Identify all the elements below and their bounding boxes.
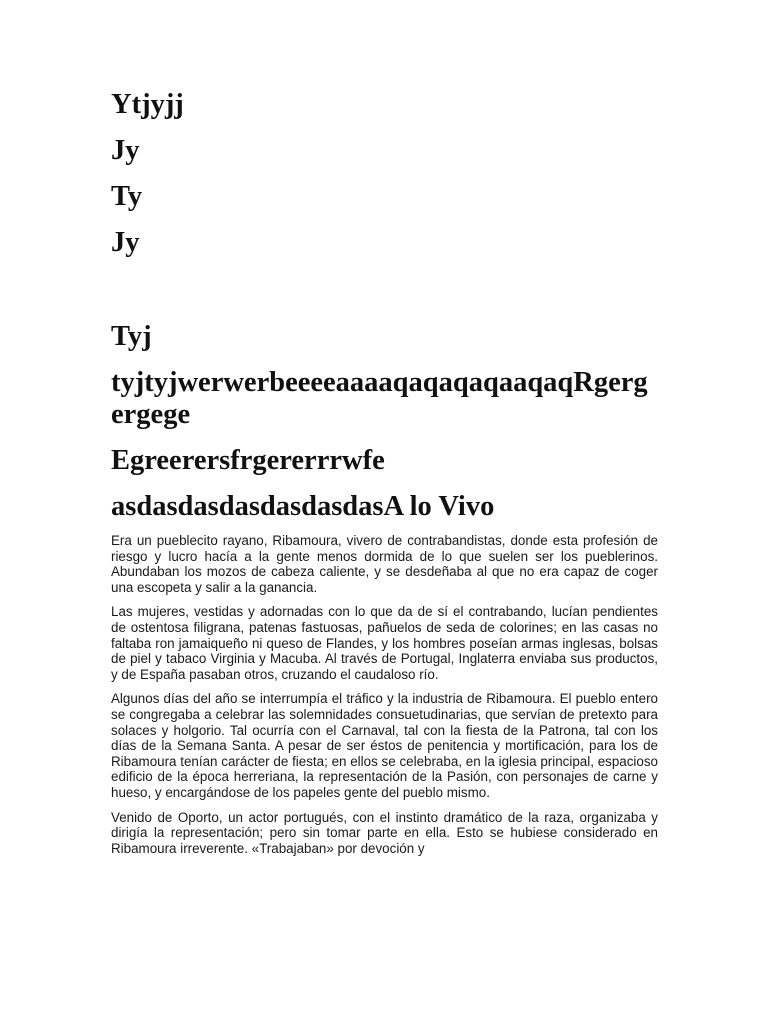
heading-8: asdasdasdasdasdasdasA lo Vivo (111, 491, 495, 522)
paragraph-4: Venido de Oporto, un actor portugués, con el instinto dramático de la raza, organizaba y dirigía la representación; pero sin tomar parte en ella. Esto se hubiese considerado en Ribamoura irreverente. «Trabajaban» por devoción y (111, 809, 658, 856)
heading-4: Jy (111, 227, 140, 258)
heading-5: Tyj (111, 321, 152, 352)
heading-2: Jy (111, 135, 140, 166)
heading-1: Ytjyjj (111, 89, 184, 120)
paragraph-1: Era un pueblecito rayano, Ribamoura, vivero de contrabandistas, donde esta profesión de riesgo y lucro hacía a la gente menos dormida de lo que suelen ser los pueblerinos. Abundaban los mozos de cabeza caliente, y se desdeñaba al que no era capaz de coger una escopeta y salir a la ganancia. (111, 533, 658, 595)
paragraph-2: Las mujeres, vestidas y adornadas con lo que da de sí el contrabando, lucían pendientes de ostentosa filigrana, patenas fastuosas, pañuelos de seda de colorines; en las casas no faltaba ron jamaiqueño ni queso de Flandes, y los hombres poseían armas inglesas, bolsas de piel y tabaco Virginia y Macuba. Al través de Portugal, Inglaterra enviaba sus productos, y de España pasaban otros, cruzando el caudaloso río. (111, 604, 658, 682)
document-page (111, 0, 658, 856)
heading-7: Egreerersfrgererrrwfe (111, 445, 385, 476)
heading-6: tyjtyjwerwerbeeeeaaaaqaqaqaqaaqaqRgergergege (111, 367, 648, 430)
heading-3: Ty (111, 181, 143, 212)
paragraph-3: Algunos días del año se interrumpía el tráfico y la industria de Ribamoura. El pueblo entero se congregaba a celebrar las solemnidades consuetudinarias, que servían de pretexto para solaces y holgorio. Tal ocurría con el Carnaval, tal con la fiesta de la Patrona, tal con los días de la Semana Santa. A pesar de ser éstos de penitencia y mortificación, para los de Ribamoura tenían carácter de fiesta; en ellos se celebraba, en la iglesia principal, espacioso edificio de la época herreriana, la representación de la Pasión, con personajes de carne y hueso, y encargándose de los papeles gente del pueblo mismo. (111, 691, 658, 800)
